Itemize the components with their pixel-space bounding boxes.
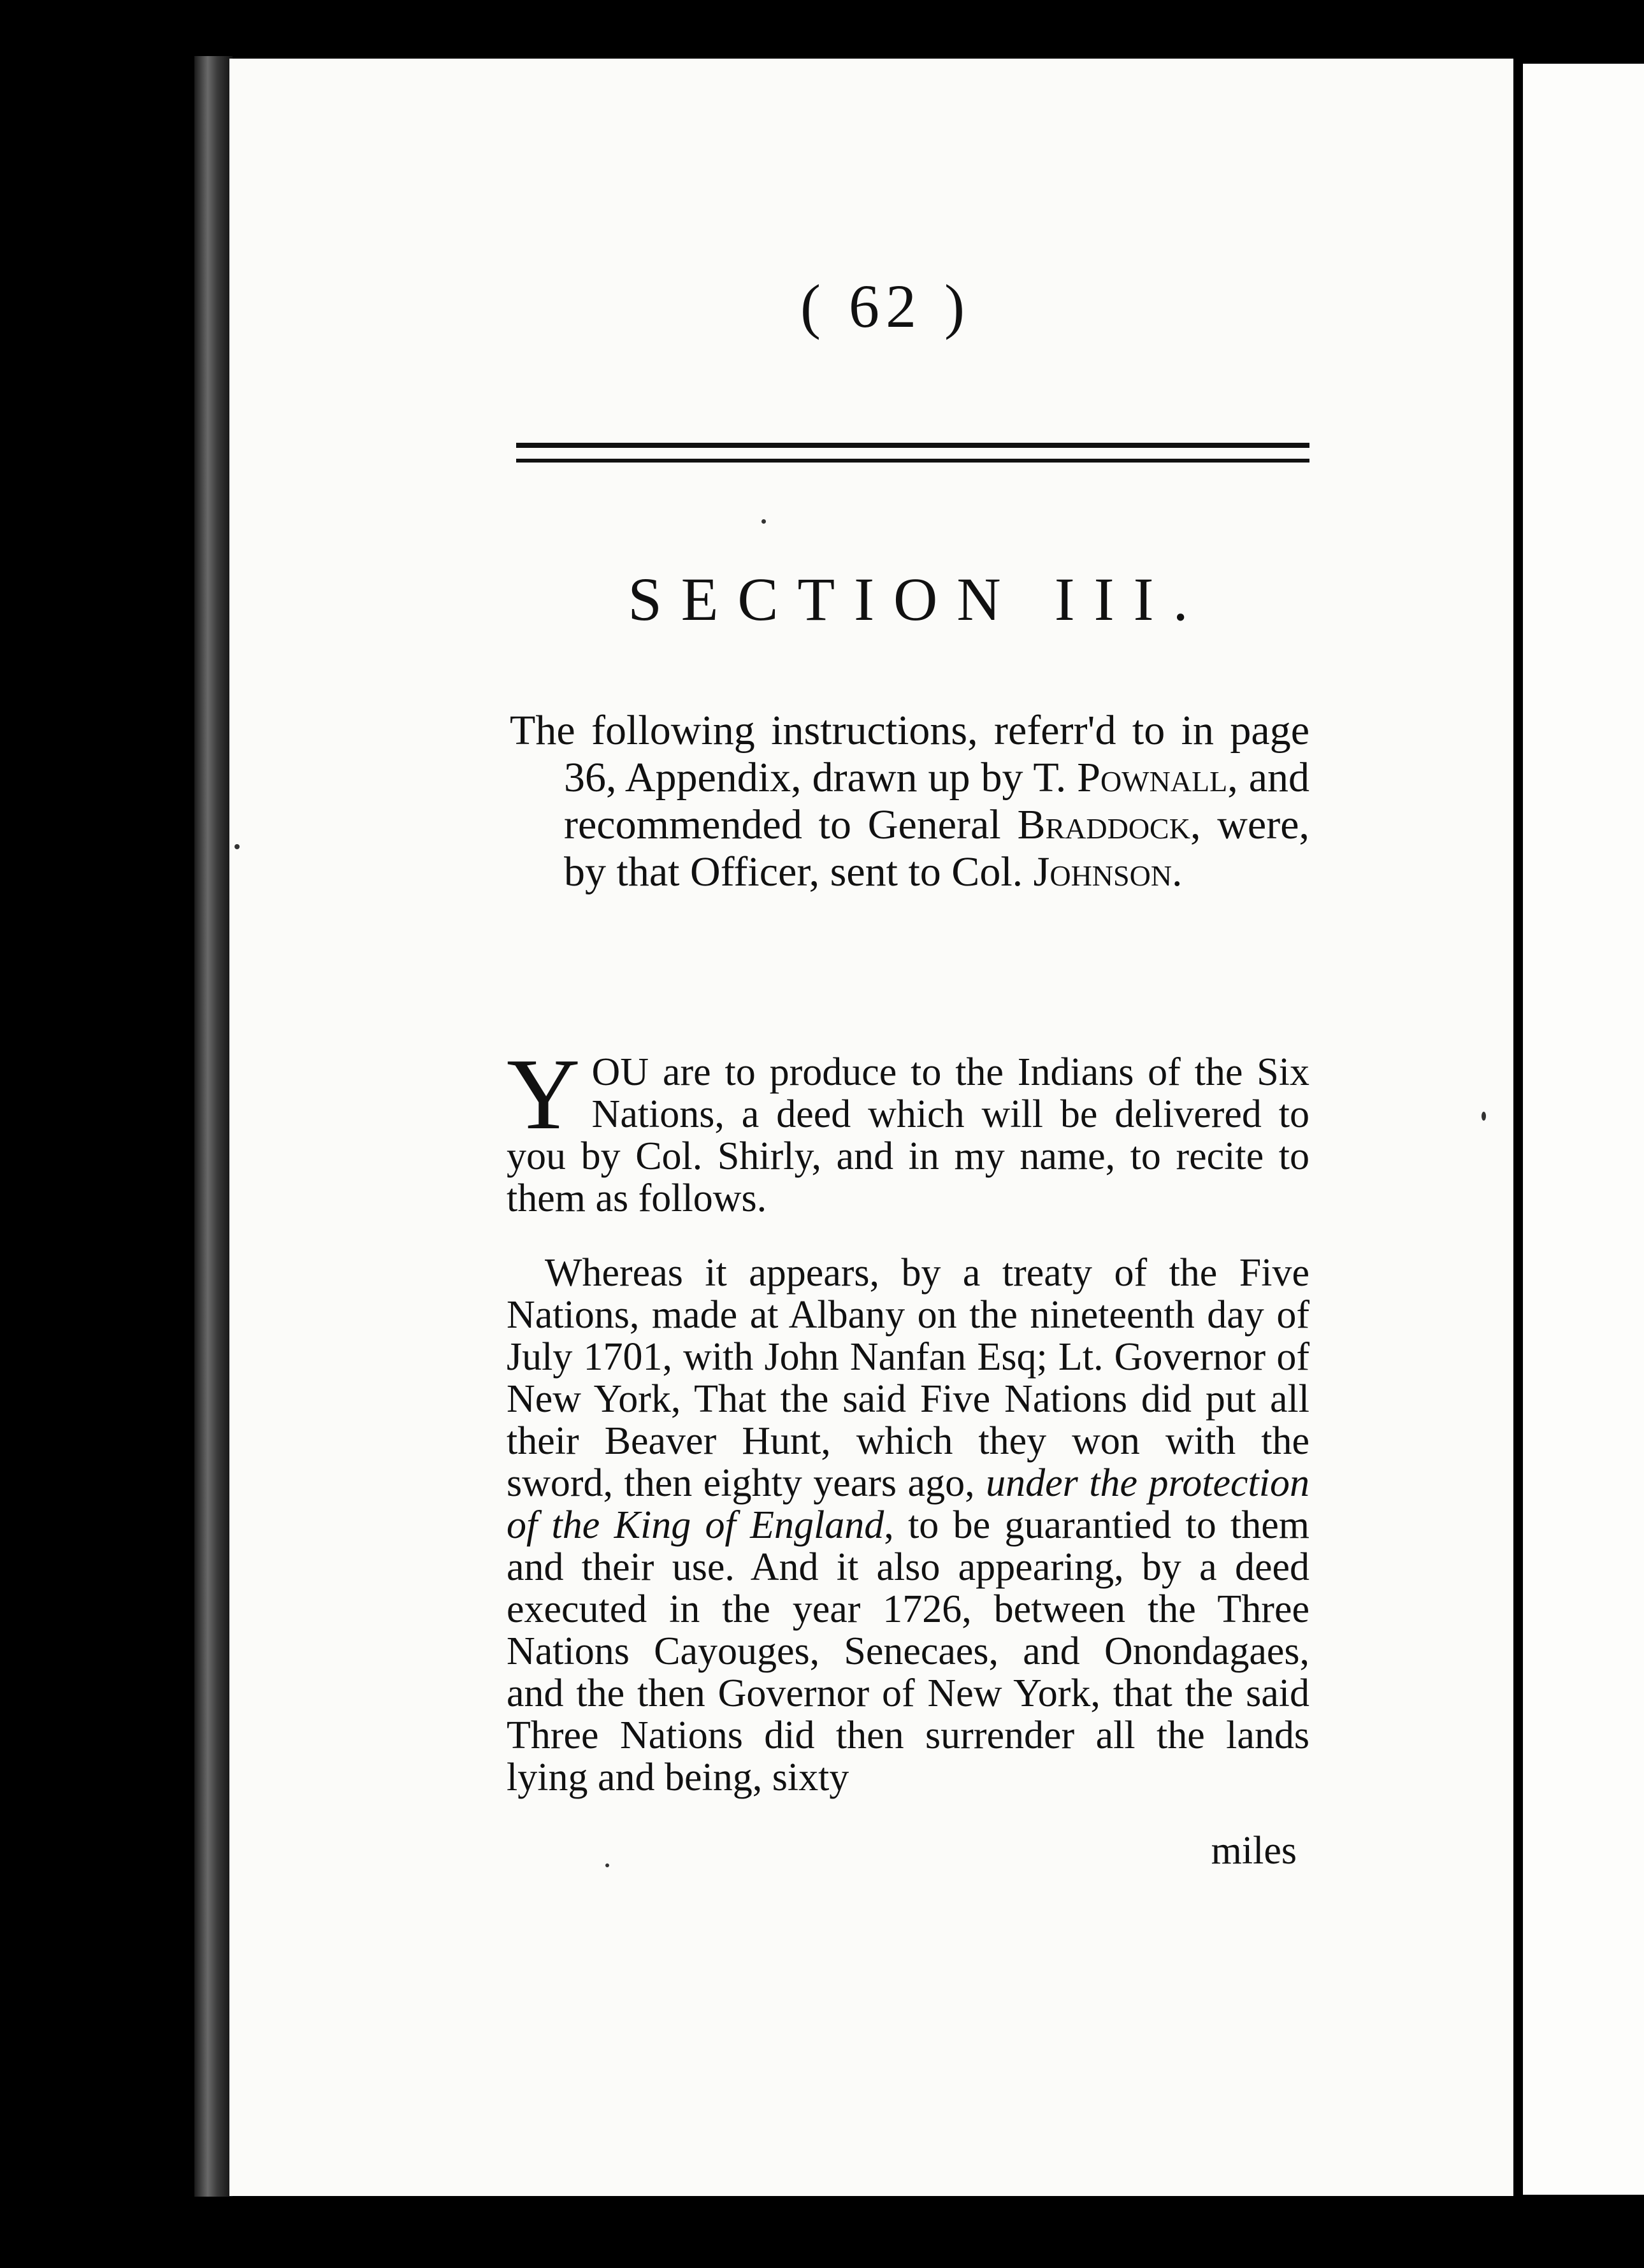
paragraph-2-italic: under the protection of the King of England	[507, 1461, 1310, 1547]
page-number: ( 62 )	[800, 272, 971, 340]
header-rule-thin	[516, 459, 1309, 463]
intro-text-1: The following instructions, referr'd to in page 36, Appendix, drawn up by T.	[510, 707, 1309, 801]
paragraph-2	[507, 1252, 1309, 1798]
ink-speck	[234, 844, 240, 849]
name-johnson: Johnson	[1033, 849, 1172, 895]
section-title: SECTION III.	[628, 565, 1208, 633]
ink-speck	[1482, 1112, 1486, 1121]
section-intro	[510, 707, 1309, 896]
header-rule-thick	[516, 443, 1309, 448]
paragraph-2-text-1: Whereas it appears, by a treaty of the Five Nations, made at Albany on the nineteenth day of July 1701, with John Nanfan Esq; Lt. Governor of New York, That the said Five Nations did put all their Beaver Hunt, which they won with the sword, then eighty years ago,	[507, 1251, 1309, 1505]
paragraph-1	[507, 1037, 1309, 1220]
ink-speck	[761, 519, 766, 524]
ink-speck	[605, 1863, 609, 1867]
intro-text-2: , and recommended to General	[564, 754, 1309, 848]
drop-cap: Y	[507, 1037, 580, 1151]
intro-text-3: , were, by that Officer, sent to Col.	[564, 801, 1309, 895]
paragraph-1-text: OU are to produce to the Indians of the Six Nations, a deed which will be delivered to you by Col. Shirly, and in my name, to recite to them as follows.	[507, 1051, 1309, 1220]
name-pownall: Pownall	[1077, 754, 1228, 801]
book-spine	[194, 56, 233, 2197]
paragraph-2-text-2: , to be guarantied to them and their use. And it also appearing, by a deed executed in the year 1726, between the Three Nations Cayouges, Senecaes, and Onondagaes, and the then Governor of New York, that the said Three Nations did then surrender all the lands lying and being, sixty	[507, 1504, 1310, 1799]
intro-text-4: .	[1172, 849, 1183, 895]
facing-page-edge	[1523, 64, 1644, 2195]
catchword: miles	[1211, 1829, 1297, 1872]
name-braddock: Braddock	[1017, 801, 1190, 848]
